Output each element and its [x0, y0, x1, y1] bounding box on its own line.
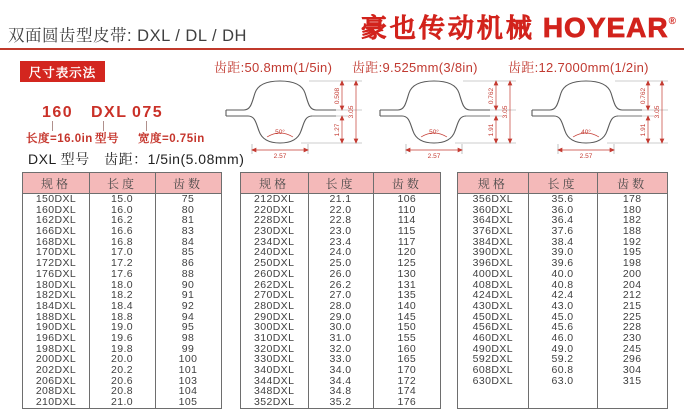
header-divider-line: [0, 48, 684, 50]
column-divider: [373, 173, 374, 408]
table-cell: 168DXL: [35, 235, 77, 248]
table-cell: 280DXL: [253, 299, 295, 312]
table-cell: 188DXL: [35, 310, 77, 323]
belt-profile-diagram-1: [222, 76, 372, 160]
table-body: [241, 194, 440, 408]
table-cell: 195: [622, 246, 642, 259]
table-cell: 390DXL: [472, 246, 514, 259]
table-cell: 160: [397, 342, 417, 355]
brand-logo: [361, 8, 676, 45]
table-cell: 352DXL: [253, 396, 295, 408]
table-cell: 36.0: [551, 203, 574, 216]
table-cell: 330DXL: [253, 353, 295, 366]
table-header-row: [241, 173, 440, 194]
table-cell: 150DXL: [35, 194, 77, 205]
table-cell: 145: [397, 310, 417, 323]
table-cell: 23.0: [329, 225, 352, 238]
table-cell: 80: [181, 203, 195, 216]
column-header: 齿数: [617, 176, 648, 191]
table-cell: 15.0: [110, 194, 134, 205]
table-cell: 33.0: [329, 353, 352, 366]
table-cell: 25.0: [329, 257, 352, 270]
table-cell: 37.6: [551, 225, 574, 238]
table-cell: 19.8: [110, 342, 134, 355]
table-cell: 182: [622, 214, 642, 227]
dim-tooth-label: 1.27: [334, 123, 341, 137]
table-cell: 340DXL: [253, 364, 295, 376]
table-cell: 310DXL: [253, 331, 295, 344]
column-header: 规格: [40, 176, 71, 191]
table-cell: 16.8: [110, 235, 134, 248]
dim-total-label: 3.05: [502, 105, 509, 119]
table-cell: 172: [397, 374, 417, 387]
table-cell: 180DXL: [35, 278, 77, 291]
table-cell: 95: [181, 321, 195, 334]
column-divider: [308, 173, 309, 408]
table-cell: 140: [397, 299, 417, 312]
table-cell: 60.8: [551, 364, 574, 376]
dim-tooth-label: 1.91: [488, 123, 495, 137]
dim-top-label: 0.508: [334, 87, 341, 105]
table-cell: 39.6: [551, 257, 574, 270]
table-cell: 212: [622, 289, 642, 302]
table-cell: 21.1: [329, 194, 352, 205]
column-divider: [155, 173, 156, 408]
table-cell: 105: [178, 396, 198, 408]
spec-table-1: [22, 172, 222, 409]
table-cell: 192: [622, 235, 642, 248]
table-cell: 46.0: [551, 331, 574, 344]
table-cell: 23.4: [329, 235, 352, 248]
table-row: [23, 397, 221, 408]
table-cell: 304: [622, 364, 642, 376]
table-cell: 230DXL: [253, 225, 295, 238]
brand-name-chinese: 豪也传动机械: [360, 13, 535, 43]
table-cell: 198DXL: [35, 342, 77, 355]
dim-top-label: 0.762: [640, 87, 647, 105]
pitch-label-2: 齿距:9.525mm(3/8in): [352, 60, 478, 75]
table-cell: 120: [397, 246, 417, 259]
table-cell: 42.4: [551, 289, 574, 302]
example-length-code: 160: [42, 104, 74, 121]
width-caption: 宽度=0.75in: [138, 133, 205, 145]
table-cell: 262DXL: [253, 278, 295, 291]
dim-total-label: 3.05: [348, 105, 355, 119]
table-cell: 27.0: [329, 289, 352, 302]
table-cell: 26.0: [329, 267, 352, 280]
column-header: 齿数: [172, 176, 203, 191]
table-cell: 290DXL: [253, 310, 295, 323]
dim-total-label: 3.05: [654, 105, 661, 119]
example-width-code: 075: [132, 104, 164, 121]
table-cell: 630DXL: [472, 374, 514, 387]
table-row: [241, 301, 440, 312]
table-cell: 75: [181, 194, 195, 205]
table-cell: 125: [397, 257, 417, 270]
table-cell: 18.4: [110, 299, 134, 312]
table-cell: 98: [181, 331, 195, 344]
table-cell: 320DXL: [253, 342, 295, 355]
table-cell: 22.0: [329, 203, 352, 216]
table-cell: 106: [397, 194, 417, 205]
table-cell: 92: [181, 299, 195, 312]
table-cell: 20.2: [110, 364, 134, 376]
series-heading: DXL 型号 齿距：1/5in(5.08mm): [28, 151, 245, 167]
belt-profile-diagram-3: [528, 76, 678, 160]
table-row: [23, 269, 221, 280]
table-cell: 212DXL: [253, 194, 295, 205]
table-cell: 35.2: [329, 396, 352, 408]
table-cell: 18.8: [110, 310, 134, 323]
table-cell: 31.0: [329, 331, 352, 344]
table-cell: 200DXL: [35, 353, 77, 366]
table-cell: 130: [397, 267, 417, 280]
table-cell: 315: [622, 374, 642, 387]
table-cell: 234DXL: [253, 235, 295, 248]
table-cell: 91: [181, 289, 195, 302]
table-cell: 240DXL: [253, 246, 295, 259]
table-cell: 38.4: [551, 235, 574, 248]
pitch-label-1: 齿距:50.8mm(1/5in): [214, 60, 333, 75]
table-cell: 400DXL: [472, 267, 514, 280]
column-header: 长度: [547, 176, 578, 191]
table-row: [241, 269, 440, 280]
belt-profile-diagram-2: [376, 76, 526, 160]
table-cell: 424DXL: [472, 289, 514, 302]
column-header: 规格: [259, 176, 290, 191]
table-cell: 34.0: [329, 364, 352, 376]
dim-top-label: 0.762: [488, 87, 495, 105]
table-cell: 99: [181, 342, 195, 355]
table-cell: 20.8: [110, 385, 134, 398]
table-cell: 86: [181, 257, 195, 270]
table-cell: 17.6: [110, 267, 134, 280]
registered-trademark-icon: ®: [668, 16, 676, 27]
column-divider: [528, 173, 529, 408]
pitch-label-3: 齿距:12.7000mm(1/2in): [508, 60, 649, 75]
table-cell: 250DXL: [253, 257, 295, 270]
table-row: [458, 301, 667, 312]
table-cell: 228DXL: [253, 214, 295, 227]
table-cell: 300DXL: [253, 321, 295, 334]
table-cell: 225: [622, 310, 642, 323]
table-cell: 196DXL: [35, 331, 77, 344]
page-title: 双面圆齿型皮带: DXL / DL / DH: [8, 27, 247, 45]
table-cell: 83: [181, 225, 195, 238]
table-cell: 17.2: [110, 257, 134, 270]
table-cell: 376DXL: [472, 225, 514, 238]
table-cell: 230: [622, 331, 642, 344]
table-row: [23, 301, 221, 312]
table-cell: 45.6: [551, 321, 574, 334]
table-cell: 35.6: [551, 194, 574, 205]
example-model-code: DXL: [91, 104, 128, 121]
table-body: [23, 194, 221, 408]
column-divider: [597, 173, 598, 408]
table-cell: 110: [397, 203, 416, 216]
table-cell: 270DXL: [253, 289, 295, 302]
table-cell: 356DXL: [472, 194, 514, 205]
brand-name-english: HOYEAR: [542, 12, 669, 43]
table-cell: 198: [622, 257, 642, 270]
table-cell: 34.4: [329, 374, 352, 387]
table-cell: 90: [181, 278, 195, 291]
table-body: [458, 194, 667, 408]
table-cell: 101: [178, 364, 198, 376]
table-row: [458, 376, 667, 387]
table-cell: 450DXL: [472, 310, 514, 323]
table-cell: 200: [622, 267, 642, 280]
table-cell: 174: [397, 385, 417, 398]
column-header: 齿数: [391, 176, 422, 191]
table-cell: 160DXL: [35, 203, 77, 216]
table-cell: 190DXL: [35, 321, 77, 334]
table-cell: 176: [397, 396, 417, 408]
table-cell: 210DXL: [35, 396, 77, 408]
table-cell: 215: [622, 299, 642, 312]
table-cell: 135: [397, 289, 417, 302]
dim-tooth-label: 1.91: [640, 123, 647, 137]
table-cell: 19.6: [110, 331, 134, 344]
table-cell: 296: [622, 353, 642, 366]
table-cell: 88: [181, 267, 195, 280]
table-cell: 165: [397, 353, 417, 366]
table-cell: 228: [622, 321, 642, 334]
table-cell: 170DXL: [35, 246, 77, 259]
table-cell: 245: [622, 342, 642, 355]
table-cell: 81: [181, 214, 195, 227]
table-row: [241, 397, 440, 408]
table-cell: 16.2: [110, 214, 134, 227]
table-cell: 49.0: [551, 342, 574, 355]
table-cell: 182DXL: [35, 289, 77, 302]
table-cell: 16.0: [110, 203, 134, 216]
table-cell: 220DXL: [253, 203, 295, 216]
table-cell: 20.0: [110, 353, 134, 366]
table-cell: 260DXL: [253, 267, 295, 280]
table-cell: 34.8: [329, 385, 352, 398]
table-cell: 22.8: [329, 214, 352, 227]
column-header: 规格: [477, 176, 508, 191]
table-cell: 155: [397, 331, 417, 344]
table-cell: 114: [397, 214, 416, 227]
size-notation-badge: 尺寸表示法: [20, 61, 105, 82]
dim-width-label: 2.57: [427, 153, 441, 160]
table-cell: 180: [622, 203, 642, 216]
table-cell: 208DXL: [35, 385, 77, 398]
table-cell: 188: [622, 225, 642, 238]
table-cell: 176DXL: [35, 267, 77, 280]
table-cell: 17.0: [110, 246, 134, 259]
table-cell: 100: [178, 353, 198, 366]
table-cell: 29.0: [329, 310, 352, 323]
column-divider: [89, 173, 90, 408]
table-cell: 460DXL: [472, 331, 514, 344]
table-cell: 430DXL: [472, 299, 514, 312]
table-cell: 592DXL: [472, 353, 514, 366]
table-cell: 384DXL: [472, 235, 514, 248]
table-cell: 206DXL: [35, 374, 77, 387]
table-header-row: [23, 173, 221, 194]
table-header-row: [458, 173, 667, 194]
table-cell: 360DXL: [472, 203, 514, 216]
table-cell: 36.4: [551, 214, 574, 227]
table-cell: 202DXL: [35, 364, 77, 376]
table-row: [458, 269, 667, 280]
table-cell: 40.0: [551, 267, 574, 280]
table-cell: 103: [178, 374, 198, 387]
table-cell: 45.0: [551, 310, 574, 323]
table-cell: 30.0: [329, 321, 352, 334]
column-header: 长度: [106, 176, 137, 191]
table-cell: 162DXL: [35, 214, 77, 227]
table-cell: 16.6: [110, 225, 134, 238]
table-cell: 63.0: [551, 374, 574, 387]
table-cell: 117: [397, 235, 416, 248]
table-cell: 32.0: [329, 342, 352, 355]
table-cell: 344DXL: [253, 374, 295, 387]
table-cell: 456DXL: [472, 321, 514, 334]
table-cell: 104: [178, 385, 198, 398]
table-cell: 20.6: [110, 374, 134, 387]
length-caption: 长度=16.0in: [26, 133, 93, 145]
table-cell: 18.0: [110, 278, 134, 291]
table-cell: 26.2: [329, 278, 352, 291]
table-cell: 24.0: [329, 246, 352, 259]
spec-table-2: [240, 172, 441, 409]
table-cell: 94: [181, 310, 195, 323]
table-cell: 396DXL: [472, 257, 514, 270]
table-cell: 28.0: [329, 299, 352, 312]
table-cell: 19.0: [110, 321, 134, 334]
table-cell: 40.8: [551, 278, 574, 291]
table-cell: 170: [397, 364, 417, 376]
table-cell: 408DXL: [472, 278, 514, 291]
table-cell: 59.2: [551, 353, 574, 366]
table-cell: 178: [622, 194, 642, 205]
table-cell: 115: [397, 225, 416, 238]
table-cell: 84: [181, 235, 195, 248]
column-header: 长度: [325, 176, 356, 191]
table-cell: 364DXL: [472, 214, 514, 227]
model-caption: 型号: [95, 133, 119, 145]
table-cell: 204: [622, 278, 642, 291]
dim-width-label: 2.57: [579, 153, 593, 160]
table-cell: 490DXL: [472, 342, 514, 355]
table-cell: 172DXL: [35, 257, 77, 270]
table-cell: 150: [397, 321, 417, 334]
spec-table-3: [457, 172, 668, 409]
table-cell: 85: [181, 246, 195, 259]
table-cell: 348DXL: [253, 385, 295, 398]
dim-angle-label: 50°: [275, 129, 285, 136]
dim-angle-label: 50°: [429, 129, 439, 136]
table-cell: 131: [397, 278, 417, 291]
dim-angle-label: 40°: [581, 129, 591, 136]
table-cell: 21.0: [110, 396, 134, 408]
table-cell: 39.0: [551, 246, 574, 259]
table-cell: 18.2: [110, 289, 134, 302]
table-cell: 608DXL: [472, 364, 514, 376]
table-cell: 166DXL: [35, 225, 77, 238]
dim-width-label: 2.57: [273, 153, 287, 160]
table-cell: 184DXL: [35, 299, 77, 312]
table-cell: 43.0: [551, 299, 574, 312]
